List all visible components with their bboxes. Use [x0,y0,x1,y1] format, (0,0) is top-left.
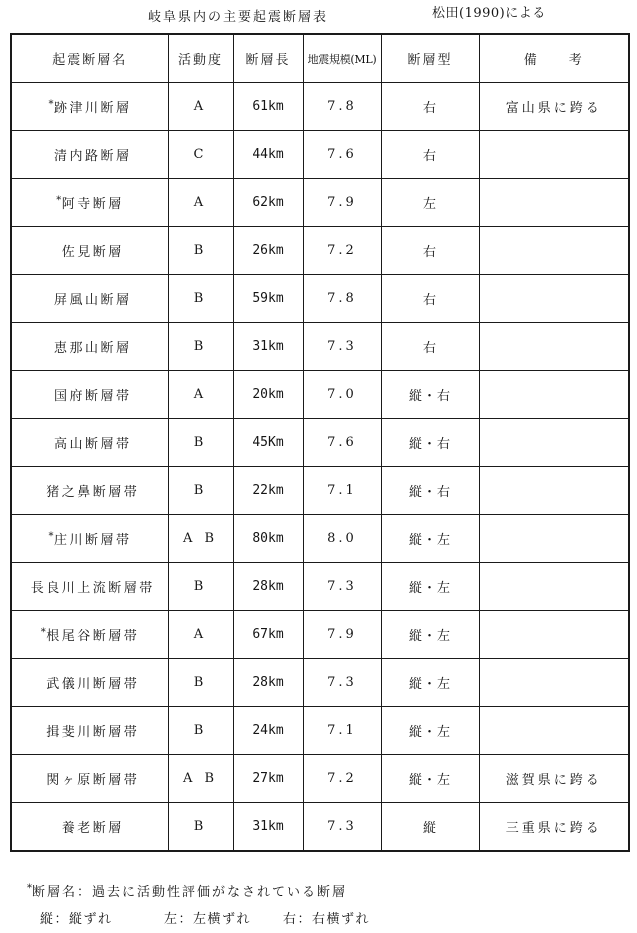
cell-fault-name [11,755,168,803]
cell-remarks [479,563,629,611]
active-evaluated-mark: * [56,195,62,206]
cell-activity: B [168,323,233,371]
cell-remarks: 三重県に跨る [479,803,629,852]
cell-fault-type: 縦 [381,803,479,852]
cell-magnitude: 7.9 [303,179,381,227]
table-row [11,803,629,852]
active-evaluated-mark: * [48,99,54,110]
cell-magnitude: 7.0 [303,371,381,419]
fault-name-text: 佐見断層 [61,245,124,260]
table-row [11,179,629,227]
cell-remarks: 富山県に跨る [479,83,629,131]
cell-remarks [479,275,629,323]
cell-magnitude: 7.2 [303,227,381,275]
cell-length: 59km [233,275,303,323]
cell-fault-type: 右 [381,83,479,131]
cell-remarks [479,467,629,515]
fault-name-text: 庄川断層帯 [53,533,132,548]
cell-fault-type: 右 [381,227,479,275]
header-fault-name: 起震断層名 [11,34,168,83]
header-length: 断層長 [233,34,303,83]
cell-remarks [479,371,629,419]
table-header-row [11,34,629,83]
cell-magnitude: 7.1 [303,467,381,515]
cell-fault-name [11,419,168,467]
cell-remarks [479,419,629,467]
cell-fault-name [11,515,168,563]
cell-remarks [479,131,629,179]
legend-right-lateral: 右：右横ずれ [283,912,371,927]
cell-length: 31km [233,323,303,371]
fault-name-text: 関ヶ原断層帯 [46,773,140,788]
cell-remarks [479,707,629,755]
fault-name-text: 根尾谷断層帯 [46,629,140,644]
table-row [11,419,629,467]
cell-length: 61km [233,83,303,131]
cell-fault-type: 縦・左 [381,563,479,611]
cell-fault-name [11,803,168,852]
table-row [11,611,629,659]
cell-fault-name [11,659,168,707]
cell-length: 45Km [233,419,303,467]
fault-name-text: 揖斐川断層帯 [46,725,140,740]
table-row [11,131,629,179]
cell-fault-name [11,371,168,419]
cell-fault-type: 縦・左 [381,659,479,707]
fault-name-text: 高山断層帯 [53,437,132,452]
cell-remarks [479,515,629,563]
cell-fault-type: 縦・左 [381,515,479,563]
cell-activity: B [168,467,233,515]
cell-fault-type: 縦・右 [381,467,479,515]
cell-activity: B [168,659,233,707]
cell-activity: A [168,611,233,659]
table-row [11,659,629,707]
footnote-mark: * [27,883,32,894]
cell-magnitude: 7.6 [303,131,381,179]
fault-name-text: 武儀川断層帯 [46,677,140,692]
cell-magnitude: 7.3 [303,659,381,707]
cell-activity: B [168,563,233,611]
fault-table [10,33,630,852]
active-evaluated-mark: * [40,627,46,638]
table-row [11,467,629,515]
cell-fault-type: 右 [381,323,479,371]
cell-fault-name [11,227,168,275]
cell-length: 44km [233,131,303,179]
cell-fault-type: 縦・左 [381,611,479,659]
fault-name-text: 跡津川断層 [53,101,132,116]
table-row [11,83,629,131]
cell-fault-name [11,707,168,755]
cell-fault-type: 縦・右 [381,371,479,419]
cell-magnitude: 8.0 [303,515,381,563]
fault-name-text: 恵那山断層 [53,341,132,356]
cell-magnitude: 7.6 [303,419,381,467]
cell-remarks [479,659,629,707]
cell-fault-type: 右 [381,275,479,323]
source-citation: 松田(1990)による [432,6,546,21]
cell-activity: A B [168,755,233,803]
cell-remarks [479,323,629,371]
fault-name-text: 屏風山断層 [53,293,132,308]
table-row [11,275,629,323]
footnote-text: 断層名：過去に活動性評価がなされている断層 [32,885,348,900]
cell-activity: B [168,707,233,755]
cell-activity: B [168,227,233,275]
legend-vertical: 縦：縦ずれ [40,912,113,927]
table-row [11,227,629,275]
table-row [11,323,629,371]
cell-magnitude: 7.9 [303,611,381,659]
active-evaluated-mark: * [48,531,54,542]
cell-fault-name [11,179,168,227]
cell-length: 80km [233,515,303,563]
cell-fault-name [11,563,168,611]
cell-fault-name [11,323,168,371]
cell-fault-type: 縦・右 [381,419,479,467]
table-row [11,371,629,419]
cell-activity: B [168,419,233,467]
cell-magnitude: 7.3 [303,323,381,371]
cell-fault-name [11,467,168,515]
cell-remarks [479,611,629,659]
cell-activity: B [168,803,233,852]
cell-fault-type: 縦・左 [381,755,479,803]
cell-magnitude: 7.3 [303,563,381,611]
cell-length: 67km [233,611,303,659]
document-title: 岐阜県内の主要起震断層表 [148,10,329,25]
cell-fault-type: 縦・左 [381,707,479,755]
cell-length: 28km [233,563,303,611]
cell-magnitude: 7.8 [303,275,381,323]
cell-magnitude: 7.3 [303,803,381,852]
fault-name-text: 阿寺断層 [61,197,124,212]
table-row [11,515,629,563]
cell-length: 27km [233,755,303,803]
table-row [11,563,629,611]
header-magnitude: 地震規模(ML) [303,34,381,83]
footnote-asterisk [27,881,347,900]
cell-fault-type: 右 [381,131,479,179]
cell-magnitude: 7.2 [303,755,381,803]
cell-magnitude: 7.8 [303,83,381,131]
cell-remarks: 滋賀県に跨る [479,755,629,803]
header-remarks: 備 考 [479,34,629,83]
cell-length: 22km [233,467,303,515]
cell-length: 62km [233,179,303,227]
cell-length: 24km [233,707,303,755]
cell-activity: C [168,131,233,179]
cell-magnitude: 7.1 [303,707,381,755]
header-fault-type: 断層型 [381,34,479,83]
cell-length: 31km [233,803,303,852]
fault-name-text: 清内路断層 [53,149,132,164]
cell-fault-name [11,83,168,131]
cell-length: 26km [233,227,303,275]
cell-activity: A [168,83,233,131]
cell-remarks [479,227,629,275]
legend-left-lateral: 左：左横ずれ [164,912,252,927]
cell-fault-name [11,611,168,659]
fault-name-text: 長良川上流断層帯 [30,581,155,596]
cell-fault-name [11,131,168,179]
cell-remarks [479,179,629,227]
fault-name-text: 猪之鼻断層帯 [46,485,140,500]
cell-activity: A [168,371,233,419]
table-body [11,83,629,852]
header-activity: 活動度 [168,34,233,83]
cell-length: 28km [233,659,303,707]
cell-activity: A [168,179,233,227]
table-row [11,755,629,803]
fault-name-text: 国府断層帯 [53,389,132,404]
cell-fault-name [11,275,168,323]
cell-activity: A B [168,515,233,563]
cell-activity: B [168,275,233,323]
fault-name-text: 養老断層 [61,821,124,836]
cell-length: 20km [233,371,303,419]
cell-fault-type: 左 [381,179,479,227]
table-row [11,707,629,755]
